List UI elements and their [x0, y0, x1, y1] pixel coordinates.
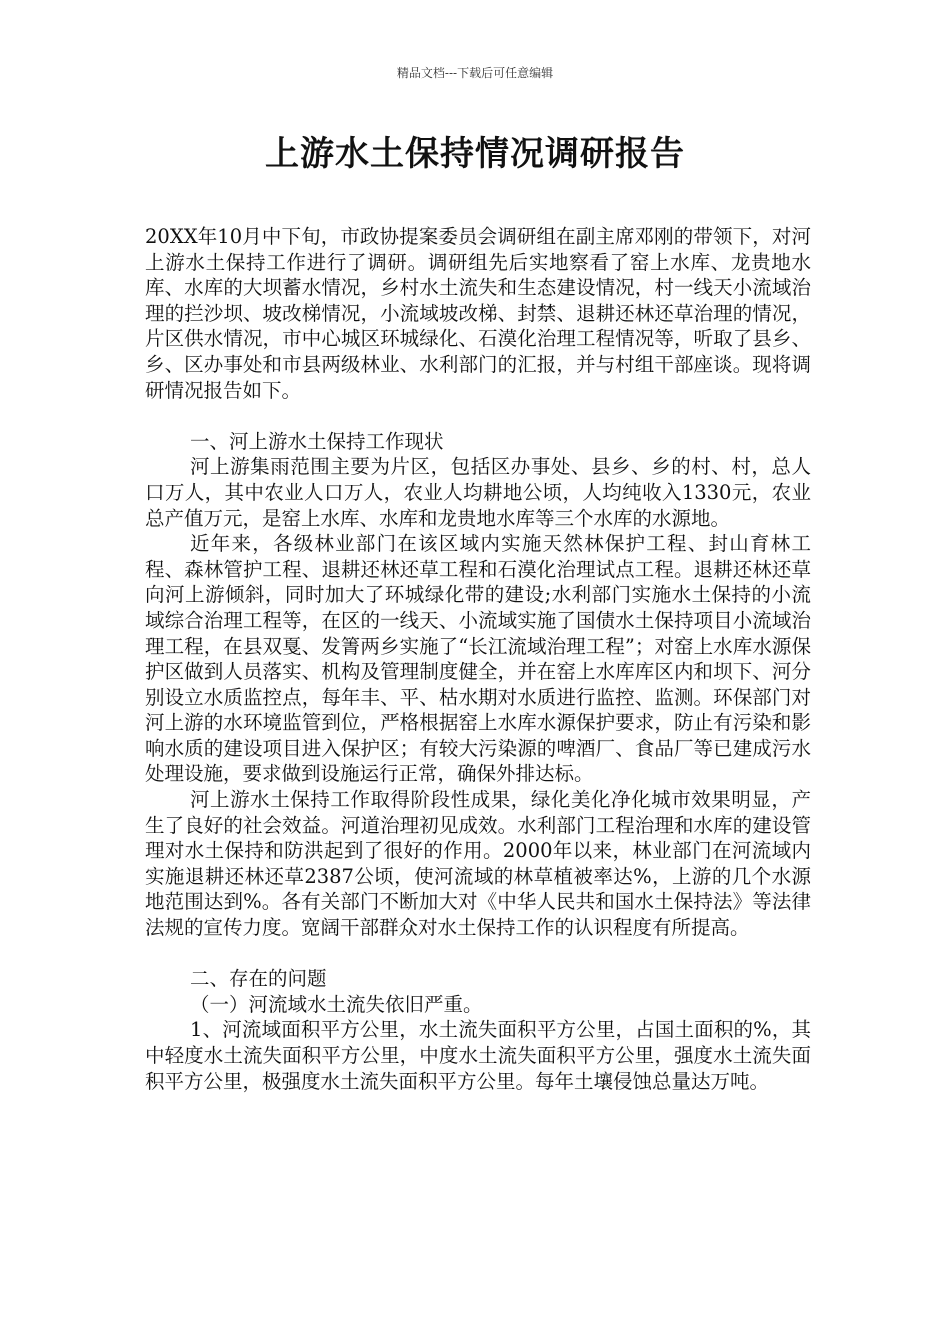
- paragraph-achievements: 河上游水土保持工作取得阶段性成果，绿化美化净化城市效果明显，产生了良好的社会效益。河道治理初见成效。水利部门工程治理和水库的建设管理对水土保持和防洪起到了很好的作用。2000年以来，林业部门在河流域内实施退耕还林还草2387公顷，使河流域的林草植被率达%，上游的几个水源地范围达到%。各有关部门不断加大对《中华人民共和国水土保持法》等法律法规的宣传力度。宽阔干部群众对水土保持工作的认识程度有所提高。: [145, 788, 811, 940]
- document-body: [145, 224, 811, 1094]
- intro-paragraph: 20XX年10月中下旬，市政协提案委员会调研组在副主席邓刚的带领下，对河上游水土保持工作进行了调研。调研组先后实地察看了窑上水库、龙贵地水库、水库的大坝蓄水情况，乡村水土流失和生态建设情况，村一线天小流域治理的拦沙坝、坡改梯情况，小流域坡改梯、封禁、退耕还林还草治理的情况，片区供水情况，市中心城区环城绿化、石漠化治理工程情况等，听取了县乡、乡、区办事处和市县两级林业、水利部门的汇报，并与村组干部座谈。现将调研情况报告如下。: [145, 225, 811, 402]
- section-heading-problems: 二、存在的问题: [190, 967, 327, 991]
- paragraph-projects: 近年来，各级林业部门在该区域内实施天然林保护工程、封山育林工程、森林管护工程、退耕还林还草工程和石漠化治理试点工程。退耕还林还草向河上游倾斜，同时加大了环城绿化带的建设;水利部门实施水土保持的小流域综合治理工程等，在区的一线天、小流域实施了国债水土保持项目小流域治理工程，在县双戛、发箐两乡实施了“长江流域治理工程”；对窑上水库水源保护区做到人员落实、机构及管理制度健全，并在窑上水库库区内和坝下、河分别设立水质监控点，每年丰、平、枯水期对水质进行监控、监测。环保部门对河上游的水环境监管到位，严格根据窑上水库水源保护要求，防止有污染和影响水质的建设项目进入保护区；有较大污染源的啤酒厂、食品厂等已建成污水处理设施，要求做到设施运行正常，确保外排达标。: [145, 532, 811, 786]
- page-header-note: 精品文档---下载后可任意编辑: [396, 66, 554, 80]
- section-heading-current-status: 一、河上游水土保持工作现状: [190, 429, 444, 453]
- paragraph-area-overview: 河上游集雨范围主要为片区，包括区办事处、县乡、乡的村、村，总人口万人，其中农业人口万人，农业人均耕地公顷，人均纯收入1330元，农业总产值万元，是窑上水库、水库和龙贵地水库等三个水库的水源地。: [145, 455, 811, 530]
- paragraph-erosion-stats: 1、河流域面积平方公里，水土流失面积平方公里，占国土面积的%，其中轻度水土流失面积平方公里，中度水土流失面积平方公里，强度水土流失面积平方公里，极强度水土流失面积平方公里。每年土壤侵蚀总量达万吨。: [145, 1018, 811, 1093]
- document-title: 上游水土保持情况调研报告: [265, 134, 685, 174]
- subsection-heading-erosion: （一）河流域水土流失依旧严重。: [190, 992, 483, 1016]
